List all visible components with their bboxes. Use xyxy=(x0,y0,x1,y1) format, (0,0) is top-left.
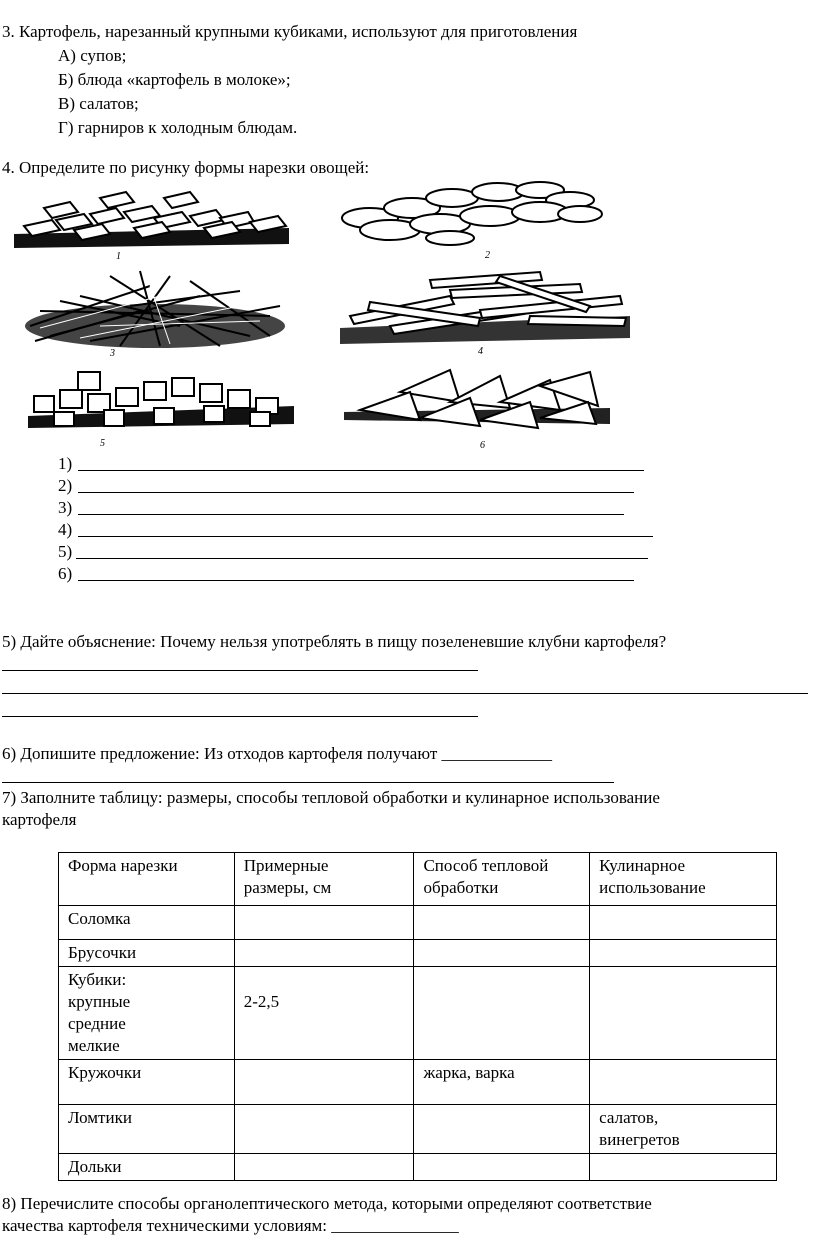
header-cell: Способ тепловой обработки xyxy=(414,853,590,906)
question-8-line-1: 8) Перечислите способы органолептического метода, которыми определяют соответствие xyxy=(2,1194,652,1213)
option-a: А) супов; xyxy=(58,46,127,65)
table-cell[interactable] xyxy=(590,967,777,1060)
question-7-line-2: картофеля xyxy=(2,810,77,829)
table-cell: Брусочки xyxy=(59,940,235,967)
figure-number-2: 2 xyxy=(485,250,490,260)
cut-figure-2-rounds xyxy=(330,178,610,260)
table-cell[interactable] xyxy=(234,1060,414,1105)
answer-label-2: 2) xyxy=(58,476,73,495)
answer-label-5: 5) xyxy=(58,542,73,561)
option-d: Г) гарниров к холодным блюдам. xyxy=(58,118,298,137)
table-row xyxy=(59,940,777,967)
table-header-row xyxy=(59,853,777,906)
answer-label-1: 1) xyxy=(58,454,73,473)
figure-number-6: 6 xyxy=(480,440,485,451)
table-cell[interactable] xyxy=(414,1154,590,1181)
question-6: 6) Допишите предложение: Из отходов картофеля получают _____________ xyxy=(2,744,553,763)
answer-label-4: 4) xyxy=(58,520,73,539)
option-c: В) салатов; xyxy=(58,94,139,113)
table-cell: Кружочки xyxy=(59,1060,235,1105)
answer-line-5[interactable] xyxy=(76,558,648,559)
question-8-line-2: качества картофеля техническими условиям: _______________ xyxy=(2,1216,459,1235)
figure-number-4: 4 xyxy=(478,346,483,357)
table-row xyxy=(59,1060,777,1105)
table-cell[interactable] xyxy=(234,1105,414,1154)
table-cell[interactable] xyxy=(590,1060,777,1105)
q5-answer-line-1[interactable] xyxy=(2,670,478,671)
answer-line-4[interactable] xyxy=(78,536,653,537)
figure-number-5: 5 xyxy=(100,438,105,449)
answer-line-2[interactable] xyxy=(78,492,634,493)
table-row xyxy=(59,1154,777,1181)
table-cell: Соломка xyxy=(59,906,235,940)
table-cell[interactable]: 2-2,5 xyxy=(234,967,414,1060)
cut-figure-5-cubes xyxy=(24,368,299,450)
option-b: Б) блюда «картофель в молоке»; xyxy=(58,70,291,89)
question-5: 5) Дайте объяснение: Почему нельзя употреблять в пищу позеленевшие клубни картофеля? xyxy=(2,632,667,651)
table-cell: Дольки xyxy=(59,1154,235,1181)
header-cell: Примерные размеры, см xyxy=(234,853,414,906)
figure-number-1: 1 xyxy=(116,251,121,261)
table-cell[interactable] xyxy=(234,906,414,940)
table-cell[interactable] xyxy=(414,906,590,940)
table-cell[interactable]: жарка, варка xyxy=(414,1060,590,1105)
answer-line-1[interactable] xyxy=(78,470,644,471)
header-cell: Кулинарное использование xyxy=(590,853,777,906)
answer-label-3: 3) xyxy=(58,498,73,517)
table-row xyxy=(59,967,777,1060)
cut-figure-4-sticks xyxy=(330,266,640,358)
header-cell: Форма нарезки xyxy=(59,853,235,906)
cut-figure-3-straws xyxy=(20,266,290,358)
answer-line-6[interactable] xyxy=(78,580,634,581)
q5-answer-line-2[interactable] xyxy=(2,693,808,694)
table-cell[interactable] xyxy=(414,1105,590,1154)
table-cell[interactable] xyxy=(590,906,777,940)
q5-answer-line-3[interactable] xyxy=(2,716,478,717)
table-cell[interactable] xyxy=(414,967,590,1060)
table-cell[interactable] xyxy=(590,940,777,967)
figure-number-3: 3 xyxy=(110,348,115,358)
cutting-table xyxy=(58,852,777,1181)
answer-line-3[interactable] xyxy=(78,514,624,515)
question-4: 4. Определите по рисунку формы нарезки овощей: xyxy=(2,158,370,177)
question-7-line-1: 7) Заполните таблицу: размеры, способы тепловой обработки и кулинарное использование xyxy=(2,788,660,807)
cut-figure-1-slices xyxy=(4,186,294,261)
cut-figure-6-wedges xyxy=(340,362,620,452)
table-cell[interactable] xyxy=(414,940,590,967)
question-3: 3. Картофель, нарезанный крупными кубиками, используют для приготовления xyxy=(2,22,578,41)
table-cell[interactable] xyxy=(590,1154,777,1181)
table-cell: Ломтики xyxy=(59,1105,235,1154)
table-cell: Кубики: крупные средние мелкие xyxy=(59,967,235,1060)
answer-label-6: 6) xyxy=(58,564,73,583)
table-cell[interactable] xyxy=(234,940,414,967)
table-row xyxy=(59,1105,777,1154)
q6-answer-line[interactable] xyxy=(2,782,614,783)
table-cell[interactable]: салатов, винегретов xyxy=(590,1105,777,1154)
table-row xyxy=(59,906,777,940)
table-cell[interactable] xyxy=(234,1154,414,1181)
